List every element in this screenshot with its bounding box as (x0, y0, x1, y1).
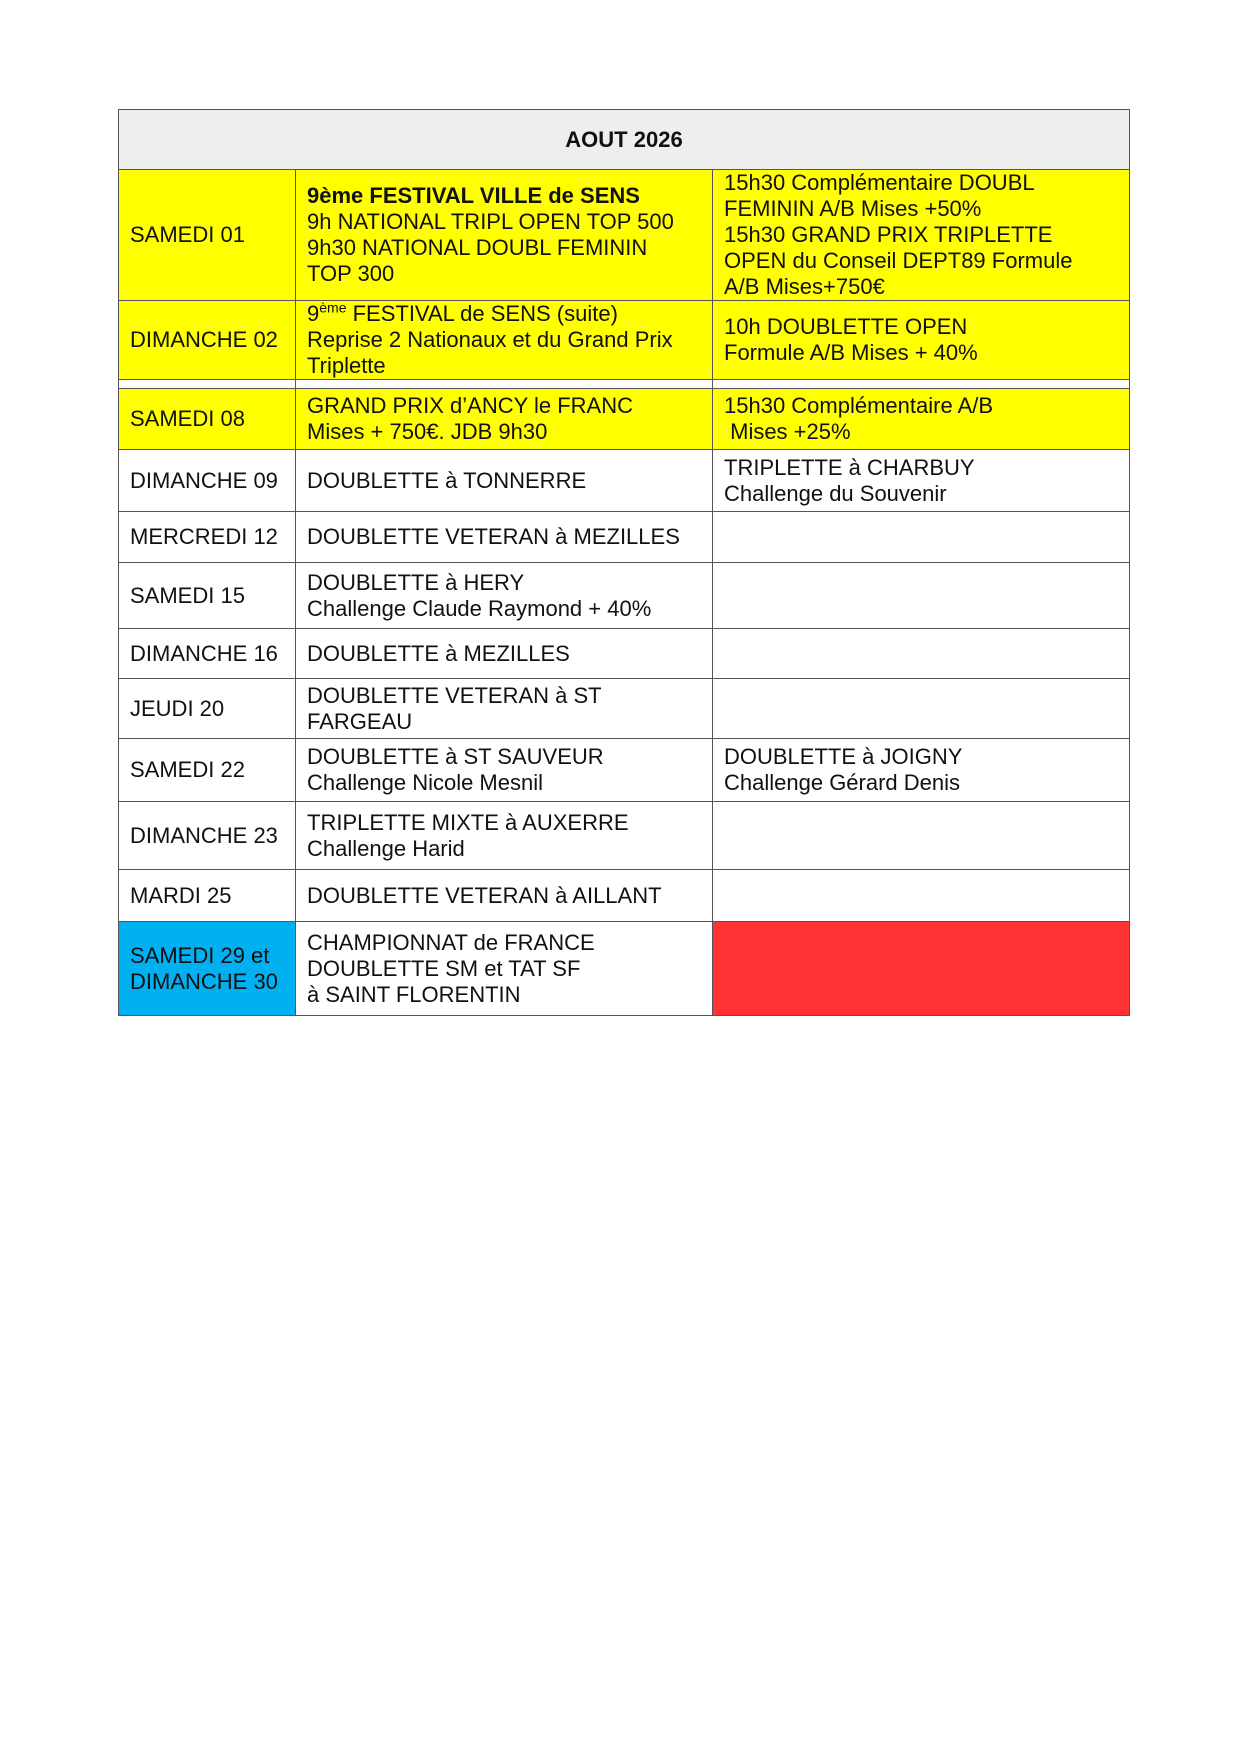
event-cell (296, 450, 713, 512)
cell-line: Challenge Harid (307, 835, 465, 861)
event-cell (296, 802, 713, 870)
date-cell (119, 870, 296, 922)
cell-line: Reprise 2 Nationaux et du Grand Prix (307, 327, 673, 352)
spacer-cell (296, 380, 713, 389)
cell-line: DIMANCHE 23 (130, 822, 278, 848)
date-cell (119, 170, 296, 301)
date-cell (119, 301, 296, 380)
extra-cell (713, 450, 1130, 512)
cell-line: Challenge Nicole Mesnil (307, 770, 544, 795)
cell-line: MARDI 25 (130, 882, 232, 908)
cell-line: Mises +25% (724, 419, 851, 444)
event-cell (296, 739, 713, 802)
cell-line: Challenge Gérard Denis (724, 770, 961, 795)
spacer-row (119, 380, 1130, 389)
cell-line: DOUBLETTE SM et TAT SF (307, 955, 581, 981)
cell-line: SAMEDI 08 (130, 406, 245, 431)
date-cell (119, 450, 296, 512)
cell-line: DIMANCHE 30 (130, 968, 278, 994)
calendar-body (119, 170, 1130, 1016)
table-row (119, 679, 1130, 739)
extra-cell (713, 563, 1130, 629)
table-row (119, 170, 1130, 301)
cell-line: FEMININ A/B Mises +50% (724, 196, 982, 221)
table-row (119, 301, 1130, 380)
cell-line: DOUBLETTE VETERAN à ST (307, 682, 602, 708)
event-cell (296, 922, 713, 1016)
spacer-cell (713, 380, 1130, 389)
cell-line: TOP 300 (307, 261, 395, 286)
cell-line: DOUBLETTE à ST SAUVEUR (307, 744, 604, 769)
table-row (119, 802, 1130, 870)
extra-cell (713, 739, 1130, 802)
table-row (119, 563, 1130, 629)
cell-line: à SAINT FLORENTIN (307, 981, 521, 1007)
cell-line: CHAMPIONNAT de FRANCE (307, 929, 595, 955)
cell-line: 9h30 NATIONAL DOUBL FEMININ (307, 235, 648, 260)
date-cell (119, 739, 296, 802)
cell-line: DOUBLETTE à TONNERRE (307, 467, 587, 493)
event-cell (296, 563, 713, 629)
spacer-cell (119, 380, 296, 389)
cell-line: 10h DOUBLETTE OPEN (724, 314, 968, 339)
cell-line: TRIPLETTE MIXTE à AUXERRE (307, 809, 629, 835)
table-row (119, 870, 1130, 922)
cell-line: 15h30 GRAND PRIX TRIPLETTE (724, 222, 1053, 247)
cell-line: JEUDI 20 (130, 695, 225, 721)
cell-line: TRIPLETTE à CHARBUY (724, 454, 975, 480)
cell-line: DIMANCHE 02 (130, 327, 278, 352)
extra-cell (713, 870, 1130, 922)
cell-line: SAMEDI 15 (130, 582, 245, 608)
date-cell (119, 563, 296, 629)
extra-cell (713, 629, 1130, 679)
event-cell (296, 679, 713, 739)
calendar-table (118, 109, 1130, 1016)
cell-line: DOUBLETTE VETERAN à MEZILLES (307, 524, 680, 549)
event-cell (296, 301, 713, 380)
date-cell (119, 389, 296, 450)
cell-line: Mises + 750€. JDB 9h30 (307, 419, 548, 444)
cell-line: A/B Mises+750€ (724, 274, 885, 299)
extra-cell (713, 301, 1130, 380)
month-title: AOUT 2026 (119, 110, 1130, 170)
table-row (119, 739, 1130, 802)
extra-cell (713, 170, 1130, 301)
cell-line: Triplette (307, 353, 386, 378)
cell-line: OPEN du Conseil DEPT89 Formule (724, 248, 1073, 273)
cell-line: 15h30 Complémentaire A/B (724, 393, 994, 418)
event-cell (296, 870, 713, 922)
table-row (119, 389, 1130, 450)
cell-line: 15h30 Complémentaire DOUBL (724, 170, 1035, 195)
event-cell (296, 170, 713, 301)
table-row (119, 450, 1130, 512)
extra-cell (713, 389, 1130, 450)
extra-cell (713, 512, 1130, 563)
extra-cell (713, 679, 1130, 739)
cell-line: 9ème FESTIVAL VILLE de SENS (307, 183, 640, 208)
date-cell (119, 802, 296, 870)
cell-line: GRAND PRIX d’ANCY le FRANC (307, 393, 633, 418)
date-cell (119, 679, 296, 739)
cell-line: Challenge du Souvenir (724, 480, 947, 506)
cell-line: DOUBLETTE à JOIGNY (724, 744, 963, 769)
month-header-row (119, 110, 1130, 170)
cell-line: DOUBLETTE VETERAN à AILLANT (307, 882, 662, 908)
extra-cell (713, 802, 1130, 870)
extra-cell (713, 922, 1130, 1016)
cell-line: SAMEDI 01 (130, 222, 245, 247)
date-cell (119, 512, 296, 563)
cell-line: FARGEAU (307, 708, 413, 734)
table-row (119, 629, 1130, 679)
cell-line: 9ème FESTIVAL de SENS (suite) (307, 299, 618, 326)
cell-line: 9h NATIONAL TRIPL OPEN TOP 500 (307, 209, 674, 234)
table-row (119, 512, 1130, 563)
event-cell (296, 389, 713, 450)
cell-line: DOUBLETTE à MEZILLES (307, 640, 570, 666)
table-row (119, 922, 1130, 1016)
date-cell (119, 922, 296, 1016)
cell-line: MERCREDI 12 (130, 524, 278, 549)
cell-line: Formule A/B Mises + 40% (724, 340, 978, 365)
cell-line: DIMANCHE 09 (130, 467, 278, 493)
cell-line: Challenge Claude Raymond + 40% (307, 595, 652, 621)
cell-line: SAMEDI 22 (130, 757, 245, 782)
cell-line: DOUBLETTE à HERY (307, 569, 525, 595)
cell-line: SAMEDI 29 et (130, 942, 270, 968)
event-cell (296, 512, 713, 563)
cell-line: DIMANCHE 16 (130, 640, 278, 666)
event-cell (296, 629, 713, 679)
date-cell (119, 629, 296, 679)
